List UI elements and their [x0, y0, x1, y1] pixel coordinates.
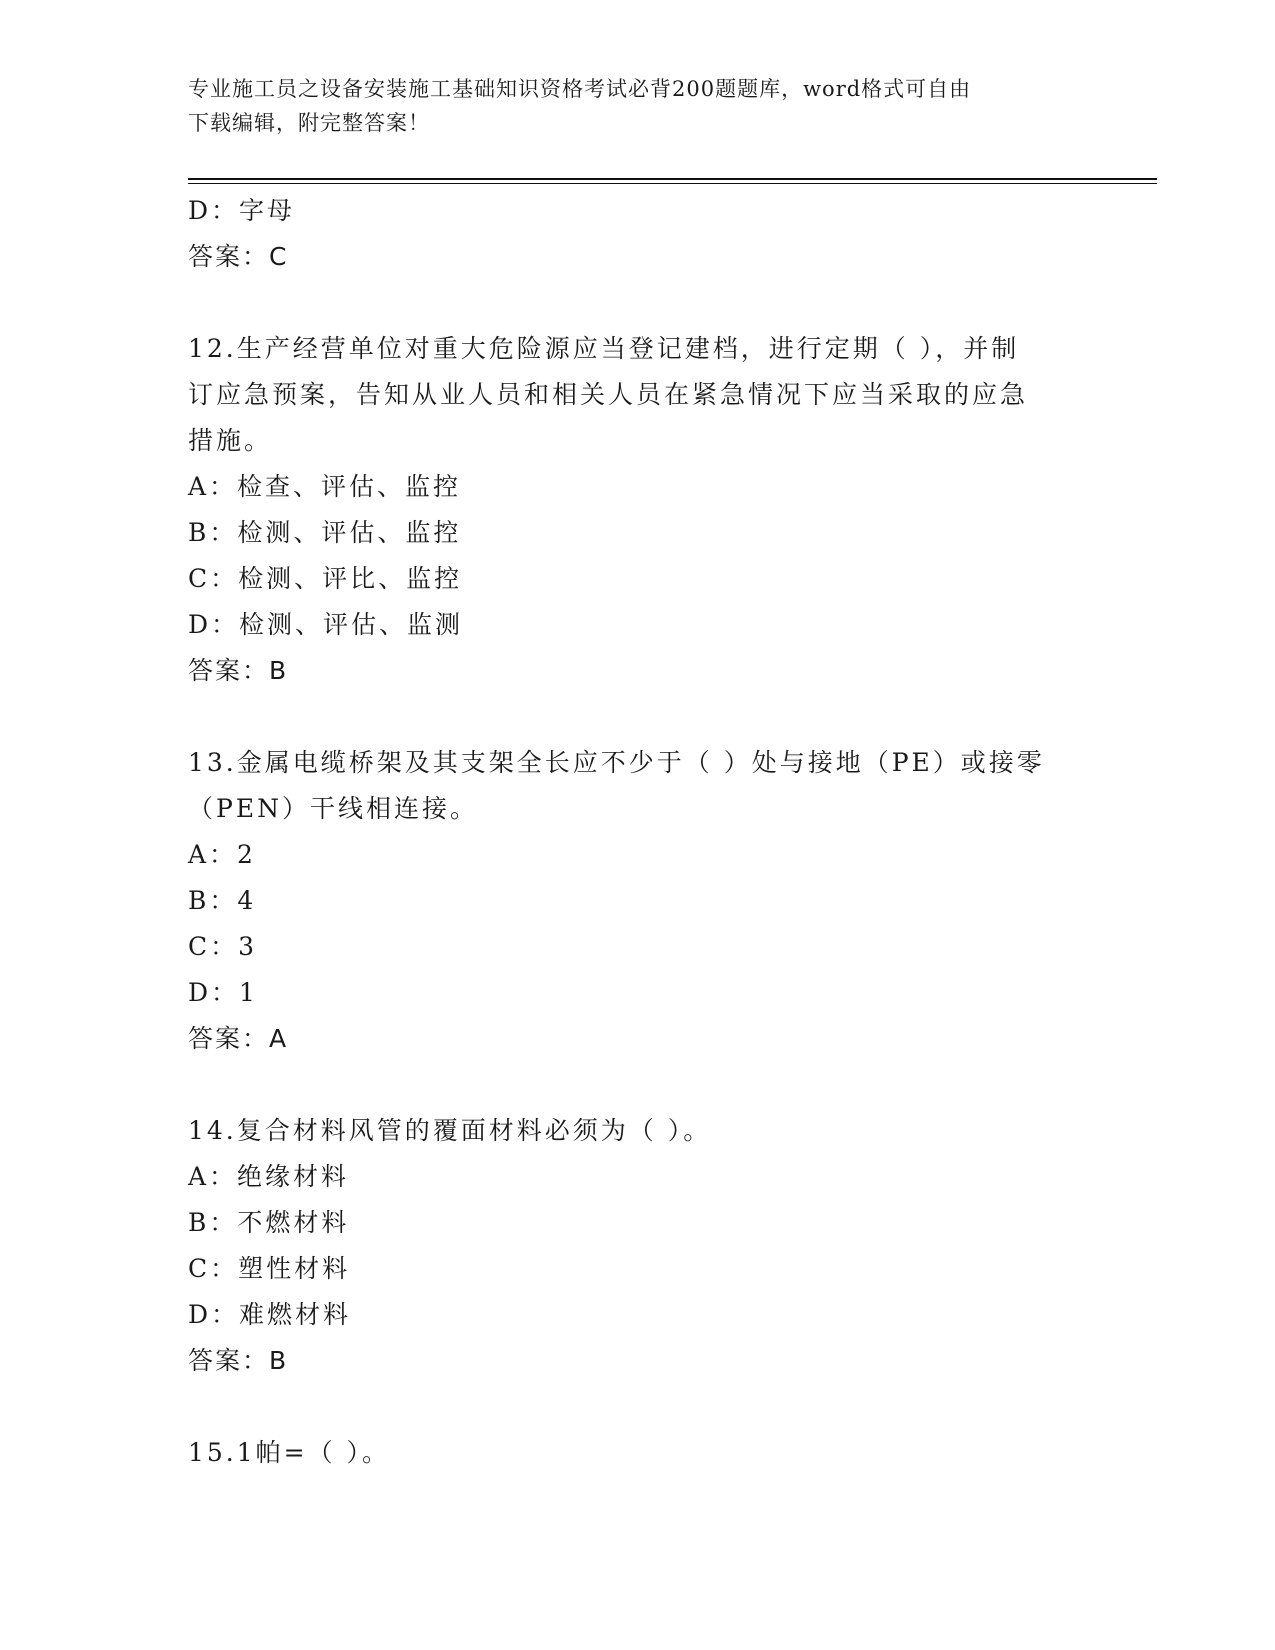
question-12-option-d: D：检测、评估、监测 [188, 610, 464, 639]
question-14-option-c: C：塑性材料 [188, 1254, 351, 1283]
question-13-option-c: C：3 [188, 932, 258, 961]
header-rule-thick [188, 178, 1157, 180]
question-13-stem-line-1: 13.金属电缆桥架及其支架全长应不少于（ ）处与接地（PE）或接零 [188, 748, 1045, 777]
header-rule-thin [188, 183, 1157, 184]
question-12-option-c: C：检测、评比、监控 [188, 564, 463, 593]
prev-option-d: D：字母 [188, 196, 296, 225]
question-14-answer: 答案：B [188, 1346, 289, 1375]
question-15 [188, 1430, 1088, 1476]
question-13-answer: 答案：A [188, 1024, 289, 1053]
question-13-option-d: D：1 [188, 978, 258, 1007]
question-12-stem-line-3: 措施。 [188, 426, 273, 455]
question-14-stem-line-1: 14.复合材料风管的覆面材料必须为（ ）。 [188, 1116, 712, 1145]
question-12-answer: 答案：B [188, 656, 289, 685]
question-13 [188, 740, 1088, 1062]
question-14-option-d: D：难燃材料 [188, 1300, 352, 1329]
question-12-option-b: B：检测、评估、监控 [188, 518, 462, 547]
question-12-stem-line-1: 12.生产经营单位对重大危险源应当登记建档，进行定期（ ），并制 [188, 334, 1020, 363]
question-14-option-b: B：不燃材料 [188, 1208, 350, 1237]
question-15-stem-line-1: 15.1帕=（ ）。 [188, 1438, 391, 1467]
prev-answer: 答案：C [188, 242, 289, 271]
question-13-stem-line-2: （PEN）干线相连接。 [188, 794, 478, 823]
question-14-option-a: A：绝缘材料 [188, 1162, 350, 1191]
question-13-option-a: A：2 [188, 840, 256, 869]
page-header [188, 72, 1088, 140]
header-line-2: 下载编辑，附完整答案！ [188, 111, 430, 135]
question-list [188, 188, 1088, 1476]
question-14 [188, 1108, 1088, 1384]
question-13-option-b: B：4 [188, 886, 257, 915]
header-line-1: 专业施工员之设备安装施工基础知识资格考试必背200题题库，word格式可自由 [188, 77, 972, 101]
question-12 [188, 326, 1088, 694]
question-12-stem-line-2: 订应急预案，告知从业人员和相关人员在紧急情况下应当采取的应急 [188, 380, 1029, 409]
question-12-option-a: A：检查、评估、监控 [188, 472, 462, 501]
